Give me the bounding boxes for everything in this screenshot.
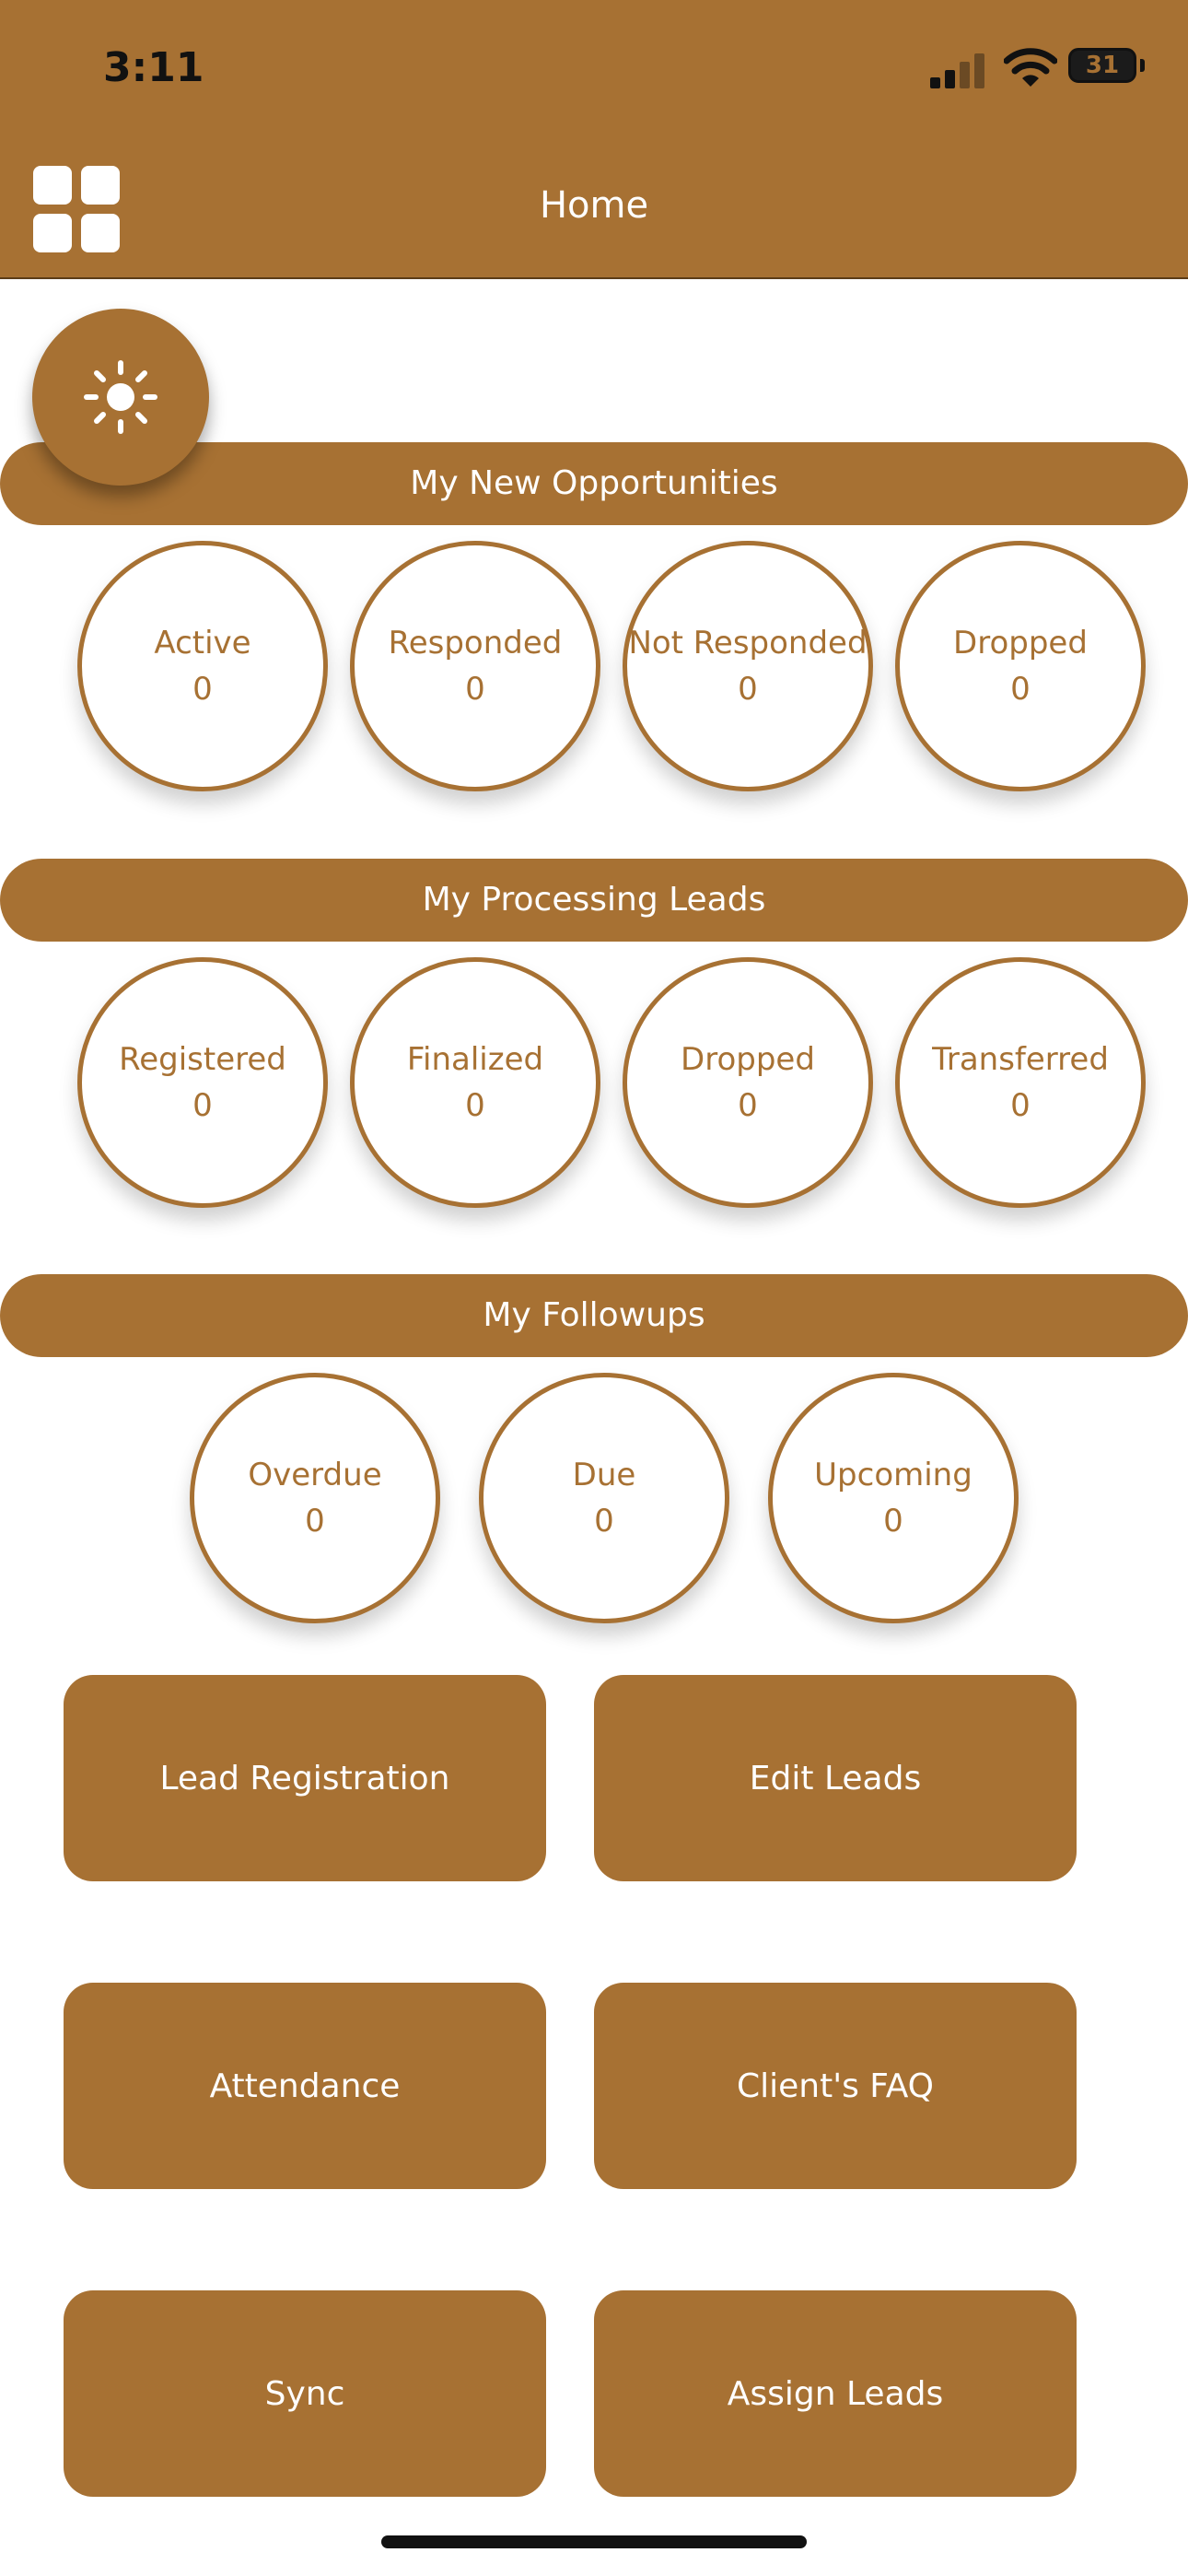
battery-tip — [1140, 59, 1145, 72]
cellular-signal-icon — [930, 48, 991, 88]
section-header-followups: My Followups — [0, 1274, 1188, 1357]
stat-label: Overdue — [248, 1457, 382, 1493]
stat-count: 0 — [738, 1087, 758, 1124]
section-header-processing-leads: My Processing Leads — [0, 859, 1188, 942]
stat-count: 0 — [594, 1503, 614, 1540]
stat-label: Not Responded — [628, 625, 868, 662]
app-header — [0, 0, 1188, 279]
stat-count: 0 — [738, 671, 758, 708]
stat-dropped-opportunities[interactable] — [895, 541, 1146, 791]
stat-active[interactable] — [77, 541, 328, 791]
stat-not-responded[interactable] — [623, 541, 873, 791]
stat-label: Dropped — [953, 625, 1088, 662]
section-header-new-opportunities: My New Opportunities — [0, 442, 1188, 525]
edit-leads-button[interactable]: Edit Leads — [594, 1675, 1077, 1881]
stat-registered[interactable] — [77, 957, 328, 1208]
battery-level: 31 — [1085, 52, 1120, 79]
stat-overdue[interactable] — [190, 1373, 440, 1623]
wifi-icon — [1004, 48, 1057, 90]
attendance-button[interactable]: Attendance — [64, 1983, 546, 2189]
stat-count: 0 — [305, 1503, 325, 1540]
stat-count: 0 — [192, 671, 213, 708]
stat-due[interactable] — [479, 1373, 729, 1623]
lead-registration-button[interactable]: Lead Registration — [64, 1675, 546, 1881]
stat-upcoming[interactable] — [768, 1373, 1019, 1623]
stat-label: Responded — [388, 625, 563, 662]
theme-toggle-button[interactable] — [32, 309, 209, 486]
stat-label: Finalized — [406, 1041, 544, 1078]
client-faq-button[interactable]: Client's FAQ — [594, 1983, 1077, 2189]
stat-count: 0 — [1010, 671, 1031, 708]
stat-label: Registered — [119, 1041, 286, 1078]
battery-icon — [1068, 48, 1136, 83]
stat-label: Dropped — [681, 1041, 815, 1078]
stat-count: 0 — [883, 1503, 903, 1540]
assign-leads-button[interactable]: Assign Leads — [594, 2290, 1077, 2497]
stat-label: Upcoming — [814, 1457, 973, 1493]
stat-responded[interactable] — [350, 541, 600, 791]
stat-transferred[interactable] — [895, 957, 1146, 1208]
home-indicator[interactable] — [381, 2535, 807, 2548]
stat-count: 0 — [192, 1087, 213, 1124]
sync-button[interactable]: Sync — [64, 2290, 546, 2497]
stat-count: 0 — [465, 1087, 485, 1124]
stat-dropped-leads[interactable] — [623, 957, 873, 1208]
stat-label: Due — [572, 1457, 636, 1493]
stat-count: 0 — [465, 671, 485, 708]
sun-icon — [82, 358, 159, 436]
status-time: 3:11 — [103, 44, 204, 91]
page-title: Home — [539, 184, 649, 227]
stat-finalized[interactable] — [350, 957, 600, 1208]
stat-label: Transferred — [932, 1041, 1109, 1078]
stat-count: 0 — [1010, 1087, 1031, 1124]
stat-label: Active — [154, 625, 251, 662]
